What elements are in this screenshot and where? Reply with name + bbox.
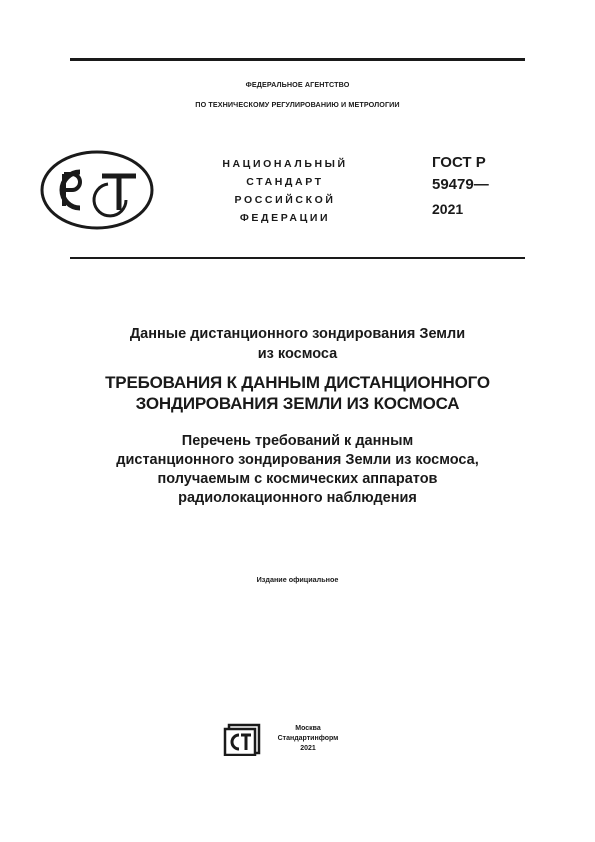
main-title	[40, 372, 555, 414]
publisher-block	[268, 724, 348, 754]
standard-type-line1: НАЦИОНАЛЬНЫЙ	[222, 158, 348, 170]
publisher-year: 2021	[300, 745, 316, 752]
standard-type-line4: ФЕДЕРАЦИИ	[239, 212, 331, 224]
main-title-line2: ЗОНДИРОВАНИЯ ЗЕМЛИ ИЗ КОСМОСА	[135, 394, 460, 413]
subtitle-line4: радиолокационного наблюдения	[178, 490, 417, 506]
agency-name-line2: ПО ТЕХНИЧЕСКОМУ РЕГУЛИРОВАНИЮ И МЕТРОЛОГИИ	[195, 100, 400, 109]
standard-type-line3: РОССИЙСКОЙ	[234, 194, 336, 206]
publisher-city: Москва	[295, 725, 321, 732]
main-title-line1: ТРЕБОВАНИЯ К ДАННЫМ ДИСТАНЦИОННОГО	[105, 373, 490, 392]
designation-year: 2021	[432, 201, 464, 217]
group-title-line2: из космоса	[257, 346, 338, 362]
publisher-logo	[223, 721, 263, 756]
standard-type-block	[200, 155, 370, 227]
subtitle-line3: получаемым с космических аппаратов	[157, 471, 438, 487]
gost-r-logo	[40, 150, 155, 230]
group-title-line1: Данные дистанционного зондирования Земли	[129, 326, 466, 342]
group-title	[40, 324, 555, 364]
designation-prefix: ГОСТ Р	[432, 154, 486, 171]
standard-designation	[432, 152, 489, 220]
edition-note: Издание официальное	[256, 575, 339, 584]
agency-name-line1: ФЕДЕРАЛЬНОЕ АГЕНТСТВО	[245, 80, 350, 89]
subtitle-line1: Перечень требований к данным	[181, 433, 414, 449]
top-rule	[70, 58, 525, 61]
middle-rule	[70, 257, 525, 259]
subtitle	[40, 432, 555, 508]
subtitle-line2: дистанционного зондирования Земли из космоса,	[116, 452, 479, 468]
standard-type-line2: СТАНДАРТ	[246, 176, 324, 188]
publisher-name: Стандартинформ	[277, 735, 339, 742]
designation-number: 59479—	[432, 176, 489, 193]
